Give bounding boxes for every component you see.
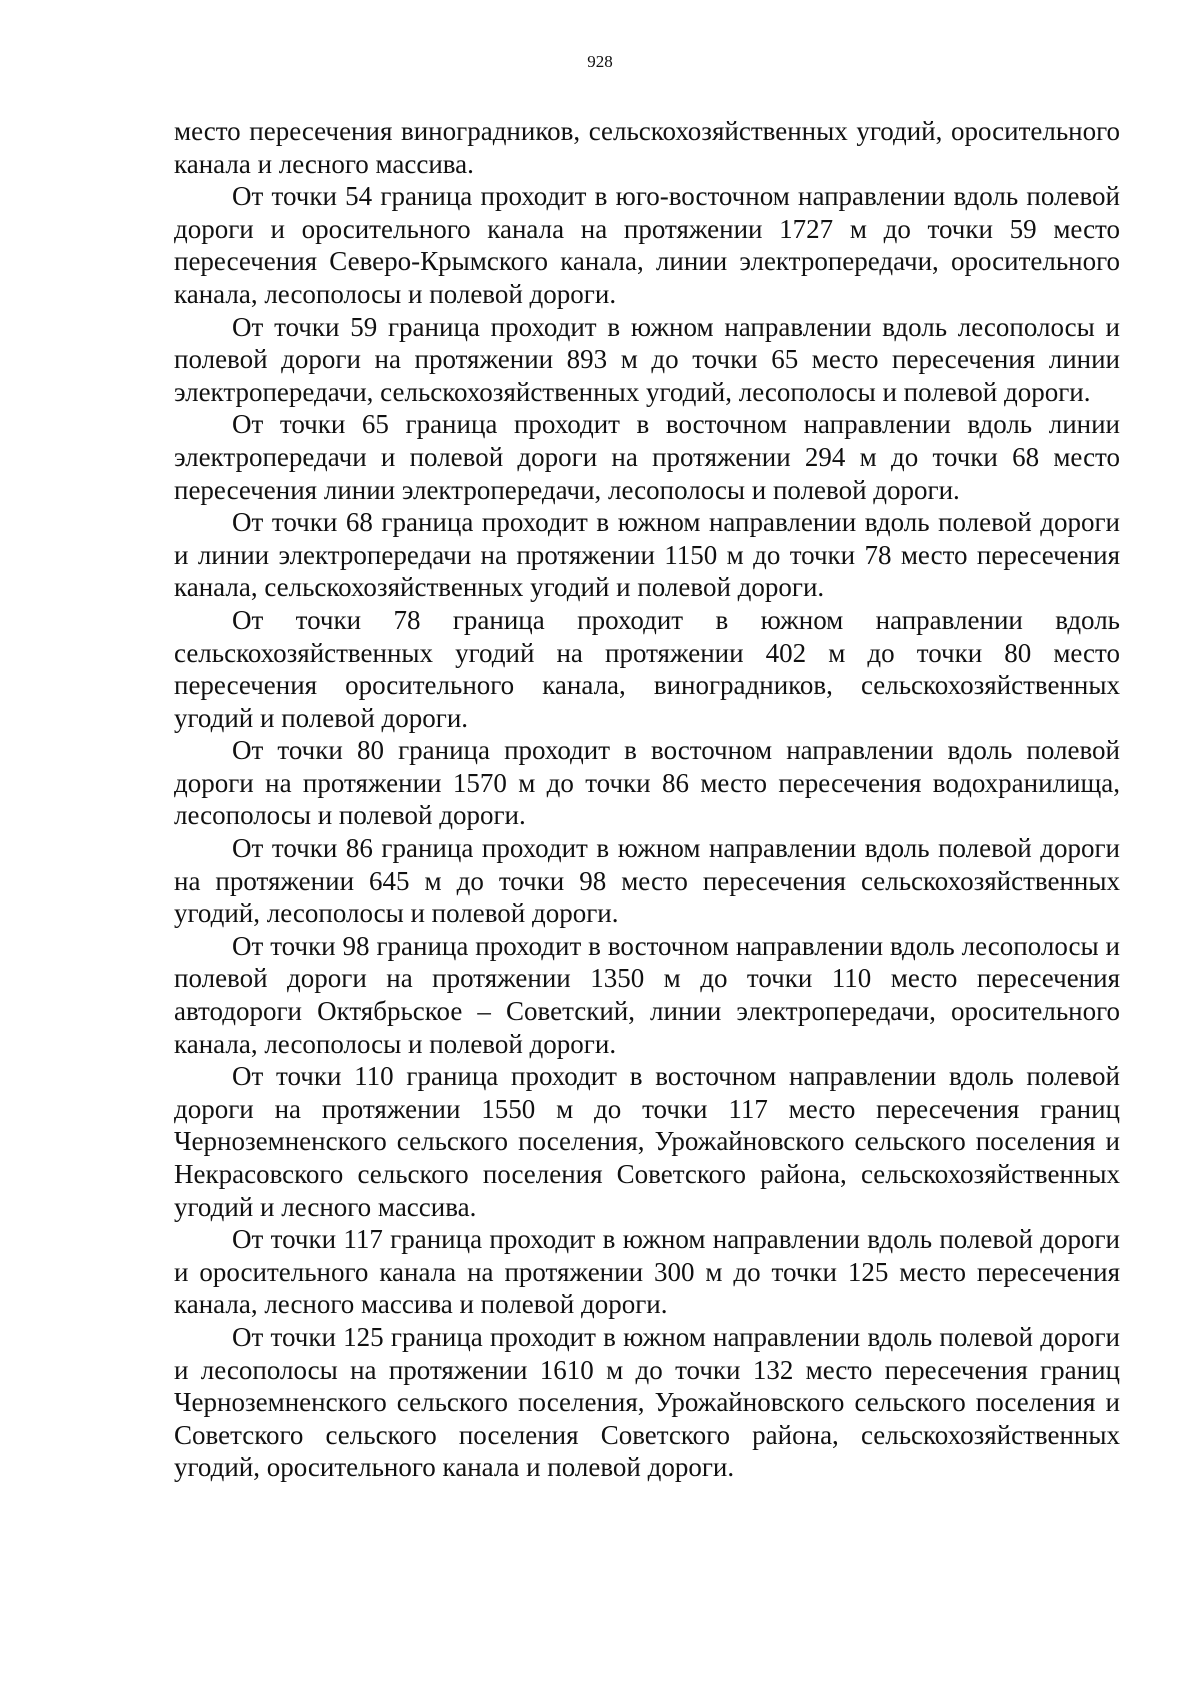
paragraph: От точки 65 граница проходит в восточном направлении вдоль линии электропередачи и полевой дороги на протяжении 294 м до точки 68 место пересечения линии электропередачи, лесополосы и полевой дороги. [174, 409, 1120, 505]
paragraph: место пересечения виноградников, сельскохозяйственных угодий, оросительного канала и лесного массива. [174, 116, 1120, 179]
paragraph: От точки 54 граница проходит в юго-восточном направлении вдоль полевой дороги и оросительного канала на протяжении 1727 м до точки 59 место пересечения Северо-Крымского канала, линии электропередачи, оросительного канала, лесополосы и полевой дороги. [174, 181, 1120, 309]
paragraph: От точки 117 граница проходит в южном направлении вдоль полевой дороги и оросительного канала на протяжении 300 м до точки 125 место пересечения канала, лесного массива и полевой дороги. [174, 1224, 1120, 1320]
paragraph: От точки 59 граница проходит в южном направлении вдоль лесополосы и полевой дороги на протяжении 893 м до точки 65 место пересечения линии электропередачи, сельскохозяйственных угодий, лесополосы и полевой дороги. [174, 311, 1120, 407]
paragraph: От точки 86 граница проходит в южном направлении вдоль полевой дороги на протяжении 645 м до точки 98 место пересечения сельскохозяйственных угодий, лесополосы и полевой дороги. [174, 833, 1120, 929]
paragraph: От точки 80 граница проходит в восточном направлении вдоль полевой дороги на протяжении 1570 м до точки 86 место пересечения водохранилища, лесополосы и полевой дороги. [174, 735, 1120, 831]
paragraph: От точки 125 граница проходит в южном направлении вдоль полевой дороги и лесополосы на протяжении 1610 м до точки 132 место пересечения границ Черноземненского сельского поселения, Урожайновского сельского поселения и Советского сельского поселения Советского района, сельскохозяйственных угодий, оросительного канала и полевой дороги. [174, 1321, 1120, 1483]
document-body [174, 115, 1120, 1484]
page-number: 928 [587, 52, 613, 71]
paragraph: От точки 110 граница проходит в восточном направлении вдоль полевой дороги на протяжении 1550 м до точки 117 место пересечения границ Черноземненского сельского поселения, Урожайновского сельского поселения и Некрасовского сельского поселения Советского района, сельскохозяйственных угодий и лесного массива. [174, 1061, 1120, 1222]
paragraph: От точки 78 граница проходит в южном направлении вдоль сельскохозяйственных угодий на протяжении 402 м до точки 80 место пересечения оросительного канала, виноградников, сельскохозяйственных угодий и полевой дороги. [174, 604, 1120, 733]
paragraph: От точки 68 граница проходит в южном направлении вдоль полевой дороги и линии электропередачи на протяжении 1150 м до точки 78 место пересечения канала, сельскохозяйственных угодий и полевой дороги. [174, 507, 1120, 603]
paragraph: От точки 98 граница проходит в восточном направлении вдоль лесополосы и полевой дороги на протяжении 1350 м до точки 110 место пересечения автодороги Октябрьское – Советский, линии электропередачи, оросительного канала, лесополосы и полевой дороги. [174, 930, 1120, 1059]
